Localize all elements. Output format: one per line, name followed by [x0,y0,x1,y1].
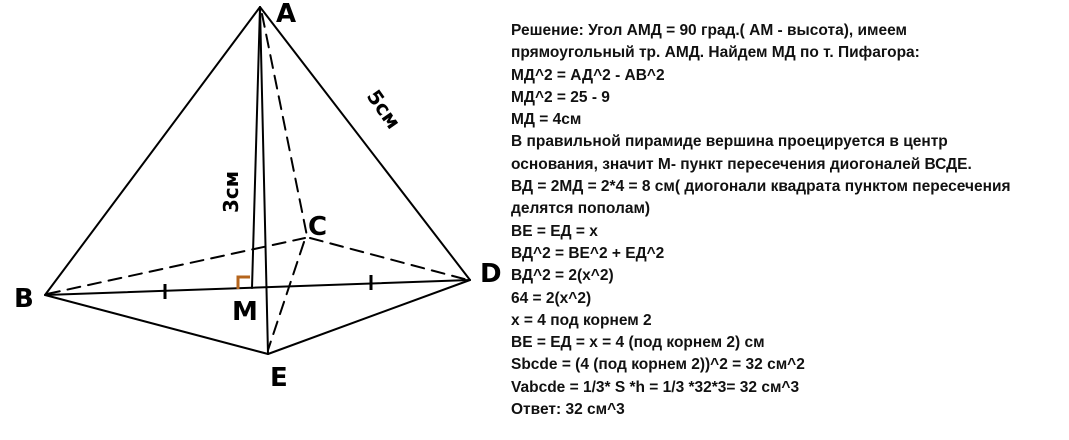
edge-ad [260,7,470,280]
solution-line: МД^2 = 25 - 9 [511,88,610,106]
pyramid-figure [0,0,505,440]
solution-line: Sbcde = (4 (под корнем 2))^2 = 32 см^2 [511,356,805,374]
solution-line: ВД = 2МД = 2*4 = 8 см( диогонали квадрата пунктом пересечения [511,178,1011,196]
solution-line: Vabcde = 1/3* S *h = 1/3 *32*3= 32 см^3 [511,378,800,396]
solution-line: ВД^2 = ВЕ^2 + ЕД^2 [511,244,665,262]
solution-line: 64 = 2(х^2) [511,289,592,307]
edge-ac-hidden [262,14,307,236]
vertex-label-c: C [308,212,328,242]
vertex-label-b: B [14,284,34,314]
solution-line: Решение: Угол АМД = 90 град.( АМ - высота), имеем [511,22,907,39]
edge-length-label: 5см [361,85,406,134]
height-label: 3см [219,170,243,213]
solution-line: х = 4 под корнем 2 [511,311,652,329]
height-am [252,7,260,288]
vertex-label-e: E [270,363,288,393]
solution-text [511,20,1066,421]
solution-line: ВЕ = ЕД = х [511,222,598,240]
solution-line: делятся пополам) [511,200,651,218]
solution-line: Ответ: 32 см^3 [511,401,625,419]
solution-line: ВД^2 = 2(х^2) [511,267,614,285]
diagonal-bd [45,280,470,295]
solution-line: МД = 4см [511,111,582,129]
edge-ae [260,7,268,354]
edge-cd-hidden [310,238,468,280]
solution-line: прямоугольный тр. АМД. Найдем МД по т. Пифагора: [511,44,920,62]
vertex-label-d: D [480,259,502,289]
solution-line: ВЕ = ЕД = х = 4 (под корнем 2) см [511,334,765,352]
edge-ab [45,7,260,295]
point-label-m: M [232,297,258,327]
solution-line: В правильной пирамиде вершина проецируется в центр [511,133,948,151]
solution-line: МД^2 = АД^2 - АВ^2 [511,66,665,84]
vertex-label-a: A [276,0,297,29]
solution-line: основания, значит М- пункт пересечения диогоналей ВСДЕ. [511,155,972,173]
edge-ed [268,280,470,354]
diagonal-ce-hidden [268,242,304,350]
